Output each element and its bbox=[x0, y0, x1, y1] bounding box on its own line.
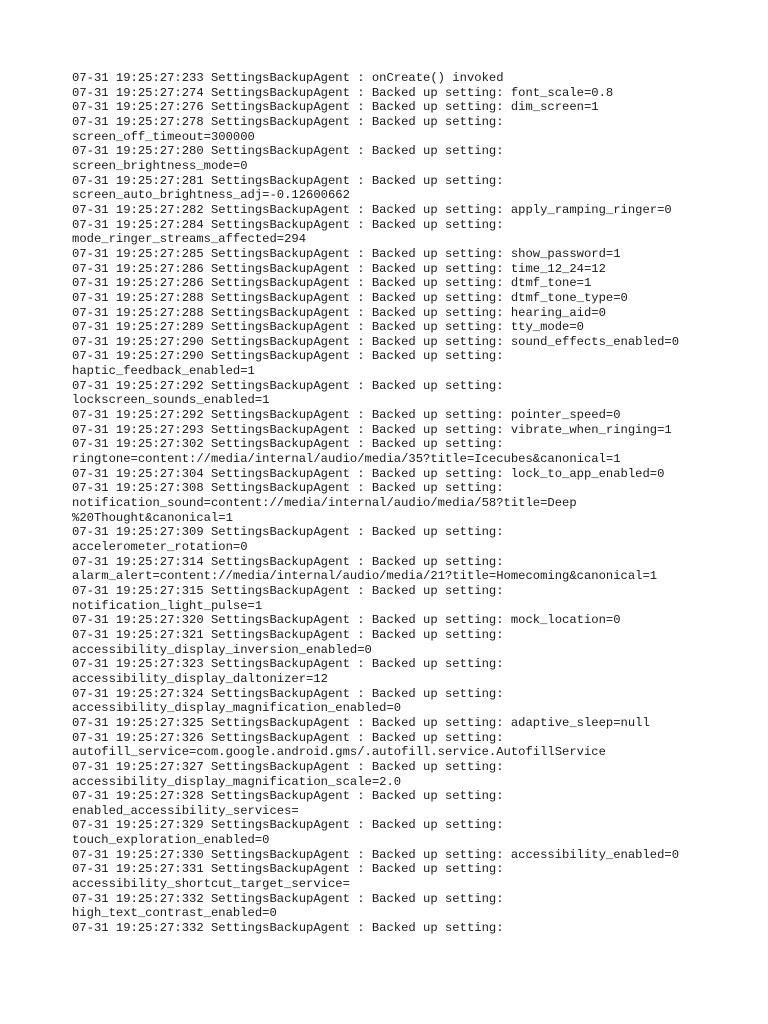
log-text-block bbox=[72, 71, 762, 936]
log-line: 07-31 19:25:27:326 SettingsBackupAgent : Backed up setting: bbox=[72, 730, 504, 745]
log-line: 07-31 19:25:27:288 SettingsBackupAgent : Backed up setting: dtmf_tone_type=0 bbox=[72, 290, 628, 305]
log-line: notification_light_pulse=1 bbox=[72, 598, 263, 613]
log-line: 07-31 19:25:27:286 SettingsBackupAgent : Backed up setting: time_12_24=12 bbox=[72, 261, 606, 276]
log-line: screen_off_timeout=300000 bbox=[72, 129, 255, 144]
log-line: 07-31 19:25:27:286 SettingsBackupAgent : Backed up setting: dtmf_tone=1 bbox=[72, 276, 592, 291]
log-line: accessibility_shortcut_target_service= bbox=[72, 877, 350, 892]
log-line: 07-31 19:25:27:314 SettingsBackupAgent : Backed up setting: bbox=[72, 554, 504, 569]
log-line: 07-31 19:25:27:327 SettingsBackupAgent : Backed up setting: bbox=[72, 759, 504, 774]
log-line: haptic_feedback_enabled=1 bbox=[72, 364, 255, 379]
log-line: 07-31 19:25:27:330 SettingsBackupAgent : Backed up setting: accessibility_enabled=0 bbox=[72, 847, 680, 862]
log-line: 07-31 19:25:27:274 SettingsBackupAgent : Backed up setting: font_scale=0.8 bbox=[72, 85, 614, 100]
log-line: accessibility_display_magnification_scale=2.0 bbox=[72, 774, 402, 789]
log-line: 07-31 19:25:27:304 SettingsBackupAgent : Backed up setting: lock_to_app_enabled=0 bbox=[72, 466, 665, 481]
log-line: 07-31 19:25:27:285 SettingsBackupAgent : Backed up setting: show_password=1 bbox=[72, 246, 621, 261]
log-line: 07-31 19:25:27:309 SettingsBackupAgent : Backed up setting: bbox=[72, 525, 504, 540]
log-line: alarm_alert=content://media/internal/audio/media/21?title=Homecoming&canonical=1 bbox=[72, 569, 658, 584]
log-line: autofill_service=com.google.android.gms/.autofill.service.AutofillService bbox=[72, 745, 606, 760]
log-line: 07-31 19:25:27:290 SettingsBackupAgent : Backed up setting: bbox=[72, 349, 504, 364]
log-line: 07-31 19:25:27:329 SettingsBackupAgent : Backed up setting: bbox=[72, 818, 504, 833]
log-line: 07-31 19:25:27:281 SettingsBackupAgent : Backed up setting: bbox=[72, 173, 504, 188]
log-line: accelerometer_rotation=0 bbox=[72, 540, 248, 554]
log-line: 07-31 19:25:27:331 SettingsBackupAgent : Backed up setting: bbox=[72, 862, 504, 877]
log-line: 07-31 19:25:27:328 SettingsBackupAgent : Backed up setting: bbox=[72, 789, 504, 804]
log-line: accessibility_display_daltonizer=12 bbox=[72, 671, 328, 686]
log-line: touch_exploration_enabled=0 bbox=[72, 833, 270, 848]
log-line: 07-31 19:25:27:290 SettingsBackupAgent : Backed up setting: sound_effects_enabled=0 bbox=[72, 334, 680, 349]
log-line: enabled_accessibility_services= bbox=[72, 803, 299, 818]
log-line: 07-31 19:25:27:293 SettingsBackupAgent : Backed up setting: vibrate_when_ringing=1 bbox=[72, 422, 672, 437]
log-line: 07-31 19:25:27:321 SettingsBackupAgent : Backed up setting: bbox=[72, 627, 504, 642]
log-line: 07-31 19:25:27:276 SettingsBackupAgent : Backed up setting: dim_screen=1 bbox=[72, 100, 599, 115]
log-line: 07-31 19:25:27:308 SettingsBackupAgent : Backed up setting: bbox=[72, 481, 504, 496]
log-line: screen_brightness_mode=0 bbox=[72, 158, 248, 173]
log-line: lockscreen_sounds_enabled=1 bbox=[72, 393, 270, 408]
log-line: 07-31 19:25:27:325 SettingsBackupAgent : Backed up setting: adaptive_sleep=null bbox=[72, 715, 650, 730]
log-line: mode_ringer_streams_affected=294 bbox=[72, 232, 307, 247]
log-line: 07-31 19:25:27:282 SettingsBackupAgent : Backed up setting: apply_ramping_ringer=0 bbox=[72, 202, 672, 217]
log-line: 07-31 19:25:27:289 SettingsBackupAgent : Backed up setting: tty_mode=0 bbox=[72, 320, 584, 335]
log-line: 07-31 19:25:27:292 SettingsBackupAgent : Backed up setting: pointer_speed=0 bbox=[72, 408, 621, 423]
log-line: ringtone=content://media/internal/audio/media/35?title=Icecubes&canonical=1 bbox=[72, 452, 621, 467]
log-line: 07-31 19:25:27:324 SettingsBackupAgent : Backed up setting: bbox=[72, 686, 504, 701]
log-line: 07-31 19:25:27:280 SettingsBackupAgent : Backed up setting: bbox=[72, 144, 504, 159]
log-line: 07-31 19:25:27:323 SettingsBackupAgent : Backed up setting: bbox=[72, 657, 504, 672]
log-line: 07-31 19:25:27:233 SettingsBackupAgent : onCreate() invoked bbox=[72, 71, 504, 85]
log-line: accessibility_display_magnification_enabled=0 bbox=[72, 701, 402, 716]
log-line: 07-31 19:25:27:302 SettingsBackupAgent : Backed up setting: bbox=[72, 437, 504, 452]
log-line: accessibility_display_inversion_enabled=0 bbox=[72, 642, 372, 657]
log-line: %20Thought&canonical=1 bbox=[72, 510, 233, 525]
log-line: 07-31 19:25:27:284 SettingsBackupAgent : Backed up setting: bbox=[72, 217, 504, 232]
log-line: notification_sound=content://media/internal/audio/media/58?title=Deep bbox=[72, 496, 577, 511]
log-line: 07-31 19:25:27:332 SettingsBackupAgent : Backed up setting: bbox=[72, 921, 504, 936]
log-line: 07-31 19:25:27:288 SettingsBackupAgent : Backed up setting: hearing_aid=0 bbox=[72, 305, 606, 320]
log-line: 07-31 19:25:27:320 SettingsBackupAgent : Backed up setting: mock_location=0 bbox=[72, 613, 621, 628]
log-line: 07-31 19:25:27:278 SettingsBackupAgent : Backed up setting: bbox=[72, 114, 504, 129]
log-line: 07-31 19:25:27:315 SettingsBackupAgent : Backed up setting: bbox=[72, 583, 504, 598]
log-line: high_text_contrast_enabled=0 bbox=[72, 906, 277, 921]
log-line: 07-31 19:25:27:292 SettingsBackupAgent : Backed up setting: bbox=[72, 378, 504, 393]
log-line: screen_auto_brightness_adj=-0.12600662 bbox=[72, 188, 350, 203]
log-line: 07-31 19:25:27:332 SettingsBackupAgent : Backed up setting: bbox=[72, 891, 504, 906]
